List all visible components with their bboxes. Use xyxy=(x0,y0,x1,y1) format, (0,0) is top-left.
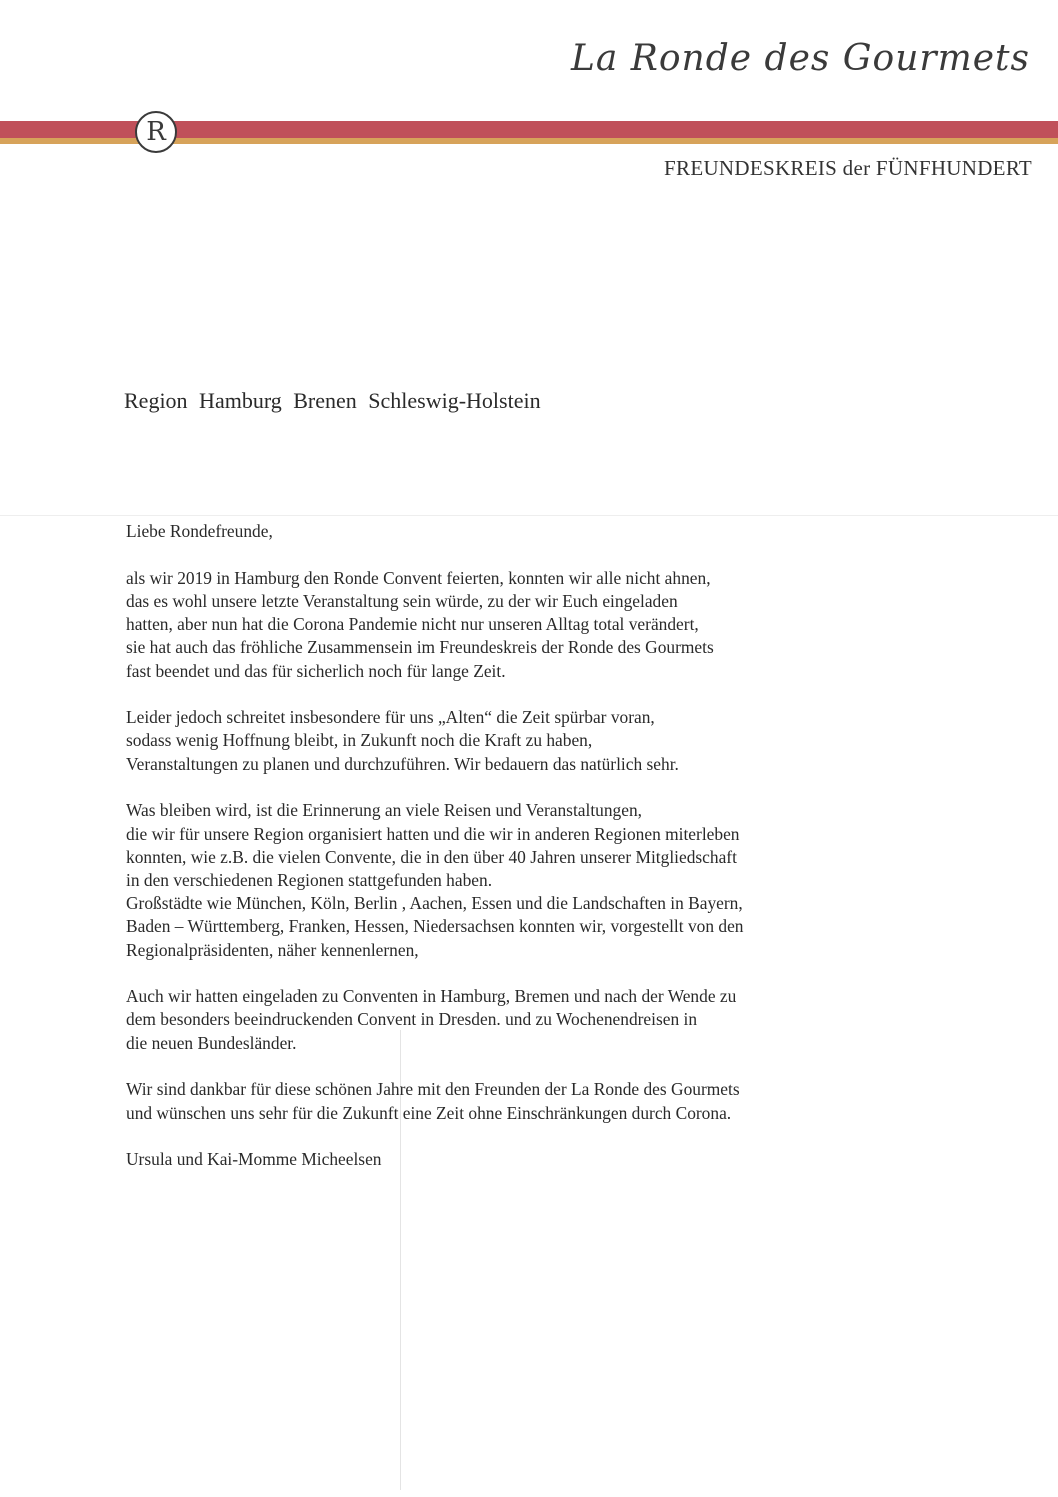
paragraph-line: als wir 2019 in Hamburg den Ronde Convent feierten, konnten wir alle nicht ahnen, xyxy=(126,567,711,588)
paragraph-line: Auch wir hatten eingeladen zu Conventen in Hamburg, Bremen und nach der Wende zu xyxy=(126,986,737,1007)
paragraph xyxy=(126,567,916,683)
paragraph xyxy=(126,706,916,776)
paragraph-line: hatten, aber nun hat die Corona Pandemie nicht nur unseren Alltag total verändert, xyxy=(126,614,699,635)
paragraph-line: dem besonders beeindruckenden Convent in Dresden. und zu Wochenendreisen in xyxy=(126,1009,698,1030)
paragraph xyxy=(126,985,916,1055)
paragraph-line: das es wohl unsere letzte Veranstaltung sein würde, zu der wir Euch eingeladen xyxy=(126,590,678,611)
fold-line-horizontal xyxy=(0,515,1058,516)
paragraph xyxy=(126,1078,916,1124)
paragraph-line: Was bleiben wird, ist die Erinnerung an viele Reisen und Veranstaltungen, xyxy=(126,800,643,821)
salutation: Liebe Rondefreunde, xyxy=(126,521,273,541)
paragraph-line: konnten, wie z.B. die vielen Convente, die in den über 40 Jahren unserer Mitgliedschaft xyxy=(126,846,737,867)
paragraph-line: die neuen Bundesländer. xyxy=(126,1032,297,1053)
paragraph-line: in den verschiedenen Regionen stattgefunden haben. xyxy=(126,869,493,890)
paragraph-line: Baden – Württemberg, Franken, Hessen, Niedersachsen konnten wir, vorgestellt von den xyxy=(126,916,744,937)
paragraph xyxy=(126,799,916,961)
paragraph-line: die wir für unsere Region organisiert hatten und die wir in anderen Regionen miterleben xyxy=(126,823,740,844)
paragraph-line: Wir sind dankbar für diese schönen Jahre mit den Freunden der La Ronde des Gourmets xyxy=(126,1079,740,1100)
letterhead-subtitle: FREUNDESKREIS der FÜNFHUNDERT xyxy=(664,156,1032,180)
letter-body xyxy=(126,520,916,1195)
paragraph-line: sie hat auch das fröhliche Zusammensein im Freundeskreis der Ronde des Gourmets xyxy=(126,637,714,658)
seal-r-icon: R xyxy=(135,111,177,153)
paragraph-line: Regionalpräsidenten, näher kennenlernen, xyxy=(126,939,419,960)
paragraph-list xyxy=(126,567,916,1172)
paragraph-line: Ursula und Kai-Momme Micheelsen xyxy=(126,1149,382,1170)
paragraph xyxy=(126,1148,916,1171)
logo-script-text: La Ronde des Gourmets xyxy=(570,38,1030,79)
paragraph-line: und wünschen uns sehr für die Zukunft eine Zeit ohne Einschränkungen durch Corona. xyxy=(126,1102,732,1123)
paragraph-line: Großstädte wie München, Köln, Berlin , Aachen, Essen und die Landschaften in Bayern, xyxy=(126,893,743,914)
paragraph-line: fast beendet und das für sicherlich noch für lange Zeit. xyxy=(126,660,506,681)
paragraph-line: Leider jedoch schreitet insbesondere für uns „Alten“ die Zeit spürbar voran, xyxy=(126,707,655,728)
region-heading: Region Hamburg Brenen Schleswig-Holstein xyxy=(124,388,541,413)
paragraph-line: sodass wenig Hoffnung bleibt, in Zukunft noch die Kraft zu haben, xyxy=(126,730,593,751)
paragraph-line: Veranstaltungen zu planen und durchzuführen. Wir bedauern das natürlich sehr. xyxy=(126,753,679,774)
